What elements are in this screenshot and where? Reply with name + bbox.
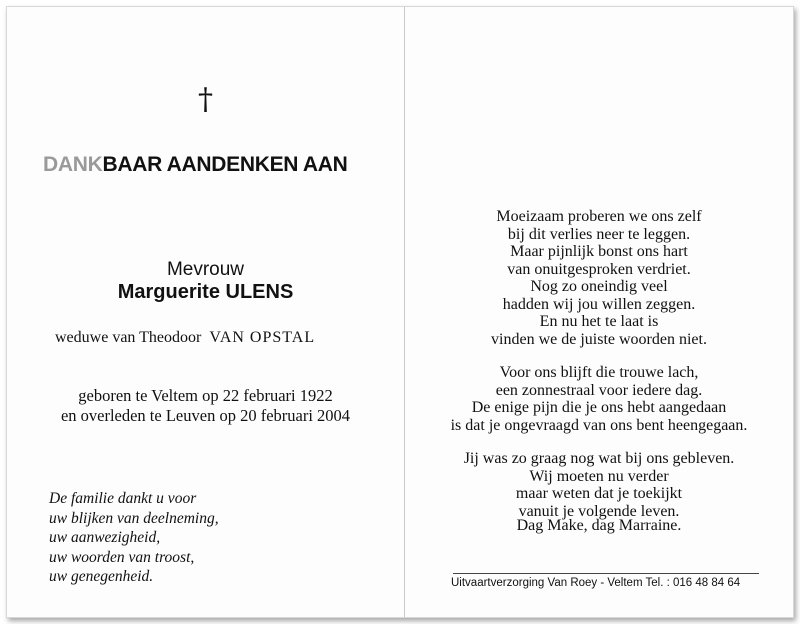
poem-line: van onuitgesproken verdriet. xyxy=(507,260,691,278)
left-page xyxy=(7,7,404,617)
poem-line: vinden we de juiste woorden niet. xyxy=(491,330,707,348)
poem-line: En nu het te laat is xyxy=(539,313,659,330)
memorial-card xyxy=(6,6,794,618)
closing-line: Dag Make, dag Marraine. xyxy=(516,517,682,534)
poem-line: Maar pijnlijk bonst ons hart xyxy=(510,243,688,260)
poem-stanza xyxy=(405,364,793,434)
card-heading xyxy=(43,153,348,177)
thanks-line: De familie dankt u voor xyxy=(49,490,197,507)
thanks-line: uw genegenheid. xyxy=(49,568,154,585)
widow-surname: VAN OPSTAL xyxy=(209,329,316,346)
poem-line: bij dit verlies neer te leggen. xyxy=(507,225,691,243)
deceased-name: Marguerite ULENS xyxy=(117,281,294,303)
widow-line xyxy=(55,329,315,347)
footer-divider xyxy=(453,573,759,574)
poem-stanza xyxy=(405,208,793,348)
poem-line: vanuit je volgende leven. xyxy=(518,502,680,520)
poem-line: Wij moeten nu verder xyxy=(529,467,669,485)
heading-rest: BAAR AANDENKEN AAN xyxy=(102,153,348,176)
right-page xyxy=(405,7,793,617)
heading-faded-part: DANK xyxy=(43,153,103,176)
death-line: en overleden te Leuven op 20 februari 2004 xyxy=(60,406,351,425)
life-dates xyxy=(7,386,404,426)
poem-line: Moeizaam proberen we ons zelf xyxy=(496,208,702,225)
title-prefix: Mevrouw xyxy=(166,259,245,280)
family-thanks xyxy=(49,489,219,587)
poem-line: is dat je ongevraagd van ons bent heengegaan. xyxy=(450,416,748,434)
poem-line: De enige pijn die je ons hebt aangedaan xyxy=(471,399,727,416)
birth-line: geboren te Veltem op 22 februari 1922 xyxy=(78,386,333,405)
poem-line: maar weten dat je toekijkt xyxy=(515,485,683,502)
poem-line: hadden wij jou willen zeggen. xyxy=(502,295,696,313)
thanks-line: uw aanwezigheid, xyxy=(49,529,161,546)
poem-stanza xyxy=(405,450,793,520)
poem-line: Voor ons blijft die trouwe lach, xyxy=(499,364,699,381)
thanks-line: uw woorden van troost, xyxy=(49,548,195,566)
poem-line: een zonnestraal voor iedere dag. xyxy=(495,381,703,399)
poem xyxy=(405,208,793,536)
cross-icon: † xyxy=(198,82,213,117)
thanks-line: uw blijken van deelneming, xyxy=(49,509,219,527)
funeral-home-footer: Uitvaartverzorging Van Roey - Veltem Tel. : 016 48 84 64 xyxy=(451,577,741,589)
poem-line: Nog zo oneindig veel xyxy=(530,278,668,295)
widow-text: weduwe van Theodoor xyxy=(55,329,202,346)
poem-line: Jij was zo graag nog wat bij ons gebleven. xyxy=(463,450,735,467)
